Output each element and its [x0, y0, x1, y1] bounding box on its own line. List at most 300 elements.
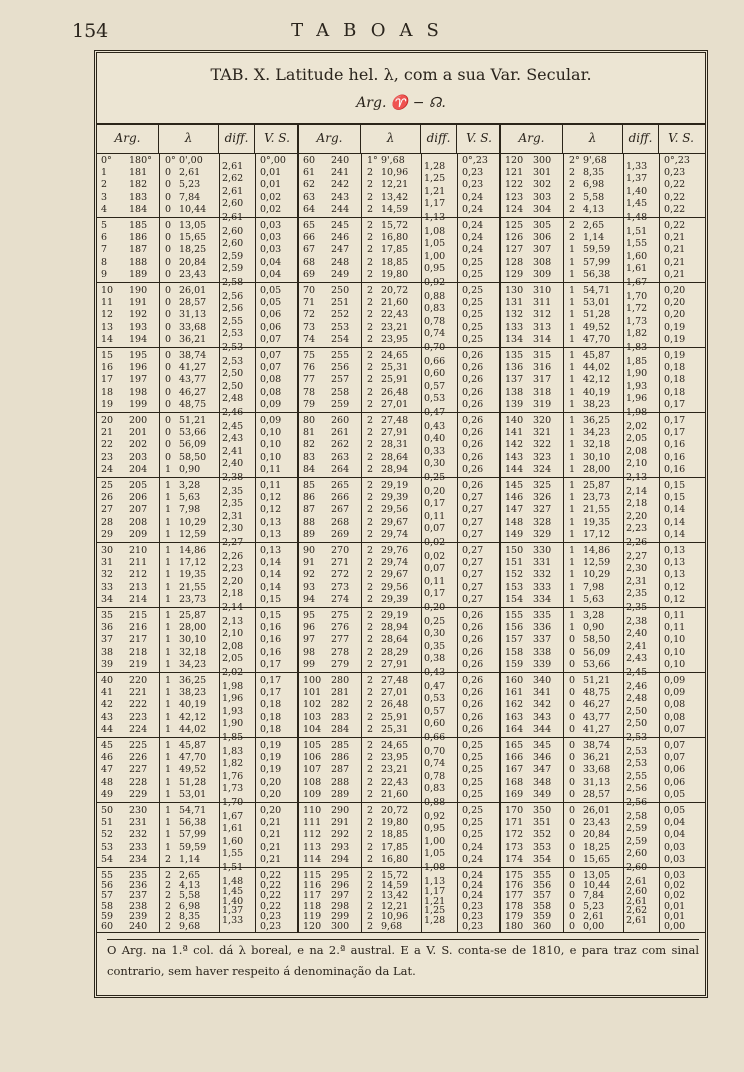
table-cell: 252: [331, 309, 350, 321]
table-cell: 180: [505, 920, 524, 932]
table-cell: 23,21: [381, 321, 409, 333]
table-cell: 0,24: [462, 870, 484, 881]
diff-value: 1,61: [222, 823, 244, 835]
table-cell: 0,02: [664, 880, 686, 892]
table-cell: 134: [505, 333, 524, 345]
diff-value: 0,07: [424, 563, 446, 575]
table-cell: 6: [101, 232, 108, 244]
table-cell: 88: [303, 516, 316, 528]
table-cell: 323: [533, 451, 552, 463]
table-cell: 0,27: [462, 593, 484, 605]
table-cell: 0,18: [664, 374, 686, 386]
table-row: [299, 829, 499, 841]
diff-value: 2,35: [626, 587, 648, 599]
table-cell: 31: [101, 557, 114, 569]
table-cell: 300: [533, 155, 552, 166]
table-cell: 40,19: [583, 386, 611, 398]
table-cell: 328: [533, 516, 552, 528]
diff-value: 1,37: [222, 905, 244, 917]
table-cell: 157: [505, 634, 524, 646]
page-header: [0, 16, 744, 46]
table-cell: 2: [367, 880, 374, 892]
table-cell: 356: [533, 880, 552, 892]
diff-value: 0,83: [424, 303, 446, 315]
table-row: [97, 777, 297, 789]
diff-value: 2,59: [626, 835, 648, 847]
table-cell: 0,18: [664, 362, 686, 374]
table-row: [501, 805, 705, 817]
table-cell: 0,26: [462, 463, 484, 475]
table-cell: 273: [331, 581, 350, 593]
table-cell: 133: [505, 321, 524, 333]
table-cell: 0,22: [664, 203, 686, 215]
table-row: [501, 167, 705, 179]
diff-value: 1,00: [424, 835, 446, 847]
table-cell: 39: [101, 658, 114, 670]
diff-value: 2,40: [626, 628, 648, 640]
table-cell: 0,22: [260, 900, 282, 912]
diff-value: 2,59: [222, 250, 244, 262]
diff-value: 2,35: [626, 602, 648, 613]
table-row: [501, 192, 705, 204]
table-row: [97, 854, 297, 866]
table-cell: 2: [367, 333, 374, 345]
table-cell: 0,17: [664, 427, 686, 439]
table-cell: 1: [101, 167, 108, 179]
table-cell: 0: [569, 788, 576, 800]
table-cell: 0: [165, 309, 172, 321]
table-cell: 18,25: [179, 244, 207, 256]
table-cell: 8: [101, 256, 108, 268]
table-cell: 0,26: [462, 699, 484, 711]
table-cell: 1: [165, 480, 172, 491]
table-cell: 2,61: [583, 910, 605, 922]
table-cell: 5,58: [583, 191, 605, 203]
table-cell: 53: [101, 841, 114, 853]
table-cell: 0,06: [664, 776, 686, 788]
table-cell: 5,58: [179, 890, 201, 902]
diff-value: 2,53: [626, 746, 648, 757]
table-cell: 1,14: [179, 853, 201, 865]
table-cell: 0,24: [462, 244, 484, 256]
table-cell: 132: [505, 309, 524, 321]
table-cell: 0: [165, 232, 172, 244]
table-cell: 0,27: [462, 528, 484, 540]
table-cell: 110: [303, 805, 322, 816]
table-cell: 2: [101, 179, 108, 191]
table-cell: 0,08: [664, 711, 686, 723]
table-cell: 81: [303, 427, 316, 439]
table-cell: 43: [101, 711, 114, 723]
table-cell: 0,10: [260, 427, 282, 439]
table-cell: 286: [331, 752, 350, 764]
table-cell: 233: [129, 841, 148, 853]
table-cell: 301: [533, 167, 552, 179]
table-cell: 1: [165, 658, 172, 670]
table-cell: 305: [533, 220, 552, 231]
diff-value: 0,11: [424, 575, 446, 587]
table-cell: 1: [165, 463, 172, 475]
table-row: [299, 610, 499, 622]
table-cell: 0,23: [260, 910, 282, 922]
table-cell: 0,26: [462, 451, 484, 463]
table-cell: 2: [367, 646, 374, 658]
table-cell: 218: [129, 646, 148, 658]
table-cell: 1: [569, 350, 576, 361]
diff-value: 2,62: [626, 905, 648, 917]
table-row: [299, 285, 499, 297]
table-row: [299, 192, 499, 204]
table-cell: 331: [533, 557, 552, 569]
table-cell: 150: [505, 545, 524, 556]
table-cell: 0,26: [462, 610, 484, 621]
diff-value: 0,47: [424, 681, 446, 692]
table-cell: 40,19: [179, 699, 207, 711]
table-cell: 4,13: [179, 880, 201, 892]
table-cell: 28,94: [381, 622, 409, 634]
table-cell: 212: [129, 569, 148, 581]
table-cell: 2: [569, 167, 576, 179]
table-cell: 10,96: [381, 167, 409, 179]
table-cell: 0,20: [260, 805, 282, 816]
table-cell: 1: [165, 504, 172, 516]
table-cell: 0,14: [664, 528, 686, 540]
table-cell: 2: [367, 764, 374, 776]
table-cell: 54,71: [179, 805, 207, 816]
table-cell: 316: [533, 362, 552, 374]
table-cell: 59,59: [583, 244, 611, 256]
diff-value: 0,35: [424, 640, 446, 652]
table-cell: 0°: [165, 155, 176, 166]
table-cell: 29,39: [381, 492, 409, 504]
table-row: [299, 557, 499, 569]
table-cell: 0,18: [664, 386, 686, 398]
table-cell: 45,87: [583, 350, 611, 361]
table-cell: 0: [165, 167, 172, 179]
table-cell: 118: [303, 900, 322, 912]
row-group: [97, 348, 297, 413]
table-cell: 193: [129, 321, 148, 333]
table-cell: 282: [331, 699, 350, 711]
table-cell: 0°,00: [260, 155, 286, 166]
diff-value: 1,83: [222, 746, 244, 757]
table-row: [97, 244, 297, 256]
table-cell: 327: [533, 504, 552, 516]
table-cell: 54,71: [583, 285, 611, 296]
table-cell: 0,20: [664, 309, 686, 321]
table-cell: 0,20: [260, 776, 282, 788]
table-cell: 182: [129, 179, 148, 191]
diff-value: 1,90: [222, 717, 244, 729]
table-frame: [94, 50, 708, 998]
table-row: [501, 594, 705, 606]
table-cell: 1: [569, 622, 576, 634]
table-cell: 163: [505, 711, 524, 723]
diff-value: 2,13: [222, 616, 244, 627]
table-cell: 128: [505, 256, 524, 268]
table-cell: 0: [569, 841, 576, 853]
table-cell: 0,13: [664, 569, 686, 581]
table-cell: 30,10: [583, 451, 611, 463]
table-row: [299, 232, 499, 244]
table-row: [97, 167, 297, 179]
table-cell: 314: [533, 333, 552, 345]
table-row: [97, 387, 297, 399]
table-row: [299, 699, 499, 711]
table-cell: 0: [165, 179, 172, 191]
table-row: [97, 529, 297, 541]
table-cell: 171: [505, 817, 524, 829]
table-cell: 215: [129, 610, 148, 621]
diff-value: 1,98: [626, 407, 648, 418]
table-cell: 0,07: [260, 362, 282, 374]
table-cell: 0,25: [462, 752, 484, 764]
table-cell: 2: [367, 723, 374, 735]
column-header: V. S.: [264, 131, 290, 145]
table-cell: 0: [165, 362, 172, 374]
diff-value: 1,73: [222, 782, 244, 794]
row-group: [97, 413, 297, 478]
table-cell: 2: [367, 817, 374, 829]
table-cell: 0,21: [260, 853, 282, 865]
table-row: [97, 517, 297, 529]
table-cell: 0,24: [462, 841, 484, 853]
table-cell: 38,74: [179, 350, 207, 361]
diff-value: 2,50: [626, 717, 648, 729]
table-cell: 303: [533, 191, 552, 203]
table-cell: 178: [505, 900, 524, 912]
table-cell: 2: [367, 167, 374, 179]
table-cell: 333: [533, 581, 552, 593]
table-cell: 10,96: [381, 910, 409, 922]
table-cell: 165: [505, 740, 524, 751]
diff-value: 0,70: [424, 746, 446, 757]
table-cell: 161: [505, 687, 524, 699]
table-cell: 0,08: [260, 386, 282, 398]
table-cell: 0,18: [260, 699, 282, 711]
table-row: [299, 724, 499, 736]
table-cell: 1: [569, 610, 576, 621]
table-cell: 53,66: [179, 427, 207, 439]
table-cell: 5: [101, 220, 108, 231]
table-row: [299, 545, 499, 557]
table-row: [97, 155, 297, 167]
table-cell: 0,17: [664, 398, 686, 410]
table-cell: 2: [367, 890, 374, 902]
table-row: [299, 374, 499, 386]
table-row: [299, 789, 499, 801]
diff-value: 2,38: [222, 472, 244, 483]
table-cell: 334: [533, 593, 552, 605]
table-cell: 210: [129, 545, 148, 556]
table-cell: 342: [533, 699, 552, 711]
table-cell: 0,25: [462, 309, 484, 321]
table-cell: 322: [533, 439, 552, 451]
table-cell: 0,26: [462, 374, 484, 386]
table-cell: 91: [303, 557, 316, 569]
table-cell: 0,13: [260, 516, 282, 528]
table-cell: 311: [533, 297, 552, 309]
table-cell: 2: [367, 350, 374, 361]
table-row: [501, 724, 705, 736]
table-cell: 21,60: [381, 297, 409, 309]
table-cell: 67: [303, 244, 316, 256]
table-cell: 7,98: [583, 581, 605, 593]
table-cell: 2: [367, 711, 374, 723]
table-cell: 41: [101, 687, 114, 699]
table-cell: 0,07: [664, 723, 686, 735]
table-cell: 173: [505, 841, 524, 853]
table-cell: 0: [569, 870, 576, 881]
diff-value: 2,46: [626, 681, 648, 692]
table-cell: 25,87: [179, 610, 207, 621]
table-cell: 357: [533, 890, 552, 902]
table-cell: 0,15: [664, 480, 686, 491]
table-cell: 1: [569, 557, 576, 569]
table-cell: 359: [533, 910, 552, 922]
diff-value: 0,30: [424, 457, 446, 469]
table-cell: 2: [367, 203, 374, 215]
table-cell: 312: [533, 309, 552, 321]
diff-value: 2,53: [626, 758, 648, 770]
diff-value: 0,66: [424, 732, 446, 743]
row-group: [97, 673, 297, 738]
table-cell: 137: [505, 374, 524, 386]
table-cell: 0,19: [664, 350, 686, 361]
diff-value: 2,23: [222, 563, 244, 575]
table-block: [299, 123, 501, 933]
diff-value: 1,76: [222, 770, 244, 782]
table-cell: 30,10: [179, 634, 207, 646]
table-cell: 19,35: [583, 516, 611, 528]
table-row: [299, 921, 499, 933]
table-cell: 87: [303, 504, 316, 516]
row-group: [97, 803, 297, 868]
table-row: [501, 232, 705, 244]
diff-value: 0,78: [424, 315, 446, 327]
table-cell: 2: [367, 870, 374, 881]
table-cell: 46: [101, 752, 114, 764]
table-cell: 2: [367, 504, 374, 516]
table-cell: 56,38: [583, 268, 611, 280]
table-cell: 10,44: [583, 880, 611, 892]
table-cell: 1: [165, 646, 172, 658]
diff-value: 0,02: [424, 537, 446, 548]
table-cell: 206: [129, 492, 148, 504]
table-cell: 2: [367, 268, 374, 280]
table-cell: 0,15: [664, 492, 686, 504]
table-cell: 22,43: [381, 309, 409, 321]
table-cell: 33,68: [179, 321, 207, 333]
table-row: [299, 805, 499, 817]
table-cell: 225: [129, 740, 148, 751]
table-cell: 318: [533, 386, 552, 398]
table-cell: 0,90: [179, 463, 201, 475]
diff-value: 1,40: [626, 185, 648, 197]
table-cell: 0,10: [664, 658, 686, 670]
table-cell: 1: [569, 463, 576, 475]
table-cell: 0,09: [260, 415, 282, 426]
table-row: [299, 712, 499, 724]
table-cell: 0,26: [462, 480, 484, 491]
table-cell: 36,21: [583, 752, 611, 764]
table-cell: 158: [505, 646, 524, 658]
diff-value: 1,05: [424, 238, 446, 250]
table-row: [299, 427, 499, 439]
table-cell: 84: [303, 463, 316, 475]
table-cell: 16: [101, 362, 114, 374]
table-cell: 1: [165, 788, 172, 800]
table-cell: 0,26: [462, 634, 484, 646]
table-cell: 56: [101, 880, 114, 892]
table-cell: 95: [303, 610, 316, 621]
diff-value: 2,50: [222, 368, 244, 380]
table-cell: 49,52: [583, 321, 611, 333]
diff-value: 1,17: [424, 885, 446, 897]
table-cell: 0: [165, 415, 172, 426]
table-cell: 0,25: [462, 788, 484, 800]
table-cell: 0,26: [462, 350, 484, 361]
table-cell: 1: [165, 634, 172, 646]
table-cell: 0,04: [260, 268, 282, 280]
column-header: V. S.: [668, 131, 694, 145]
table-cell: 36,21: [179, 333, 207, 345]
diff-value: 0,07: [424, 522, 446, 534]
table-cell: 0,04: [664, 829, 686, 841]
table-row: [97, 309, 297, 321]
table-cell: 0,19: [664, 321, 686, 333]
table-cell: 296: [331, 880, 350, 892]
table-cell: 247: [331, 244, 350, 256]
table-cell: 185: [129, 220, 148, 231]
diff-value: 1,96: [626, 392, 648, 404]
table-cell: 2°: [569, 155, 580, 166]
table-cell: 55: [101, 870, 114, 881]
table-cell: 1: [165, 752, 172, 764]
table-row: [501, 517, 705, 529]
table-cell: 121: [505, 167, 524, 179]
table-cell: 0: [165, 321, 172, 333]
table-cell: 0,03: [260, 244, 282, 256]
table-cell: 0: [165, 333, 172, 345]
table-cell: 0,26: [462, 658, 484, 670]
table-cell: 43,77: [179, 374, 207, 386]
table-cell: 216: [129, 622, 148, 634]
table-cell: 230: [129, 805, 148, 816]
table-cell: 130: [505, 285, 524, 296]
table-row: [97, 232, 297, 244]
table-cell: 10: [101, 285, 114, 296]
table-cell: 279: [331, 658, 350, 670]
diff-value: 2,53: [222, 342, 244, 353]
table-row: [97, 179, 297, 191]
table-row: [97, 480, 297, 492]
table-row: [97, 622, 297, 634]
table-cell: 336: [533, 622, 552, 634]
diff-value: 1,45: [222, 885, 244, 897]
table-row: [299, 764, 499, 776]
table-cell: 0: [165, 220, 172, 231]
diff-value: 2,45: [626, 667, 648, 678]
page-number: 154: [72, 20, 109, 42]
table-cell: 120: [505, 155, 524, 166]
table-row: [97, 427, 297, 439]
diff-value: 2,53: [222, 356, 244, 367]
table-cell: 339: [533, 658, 552, 670]
table-cell: 0,14: [260, 581, 282, 593]
table-cell: 23,95: [381, 333, 409, 345]
table-row: [97, 415, 297, 427]
